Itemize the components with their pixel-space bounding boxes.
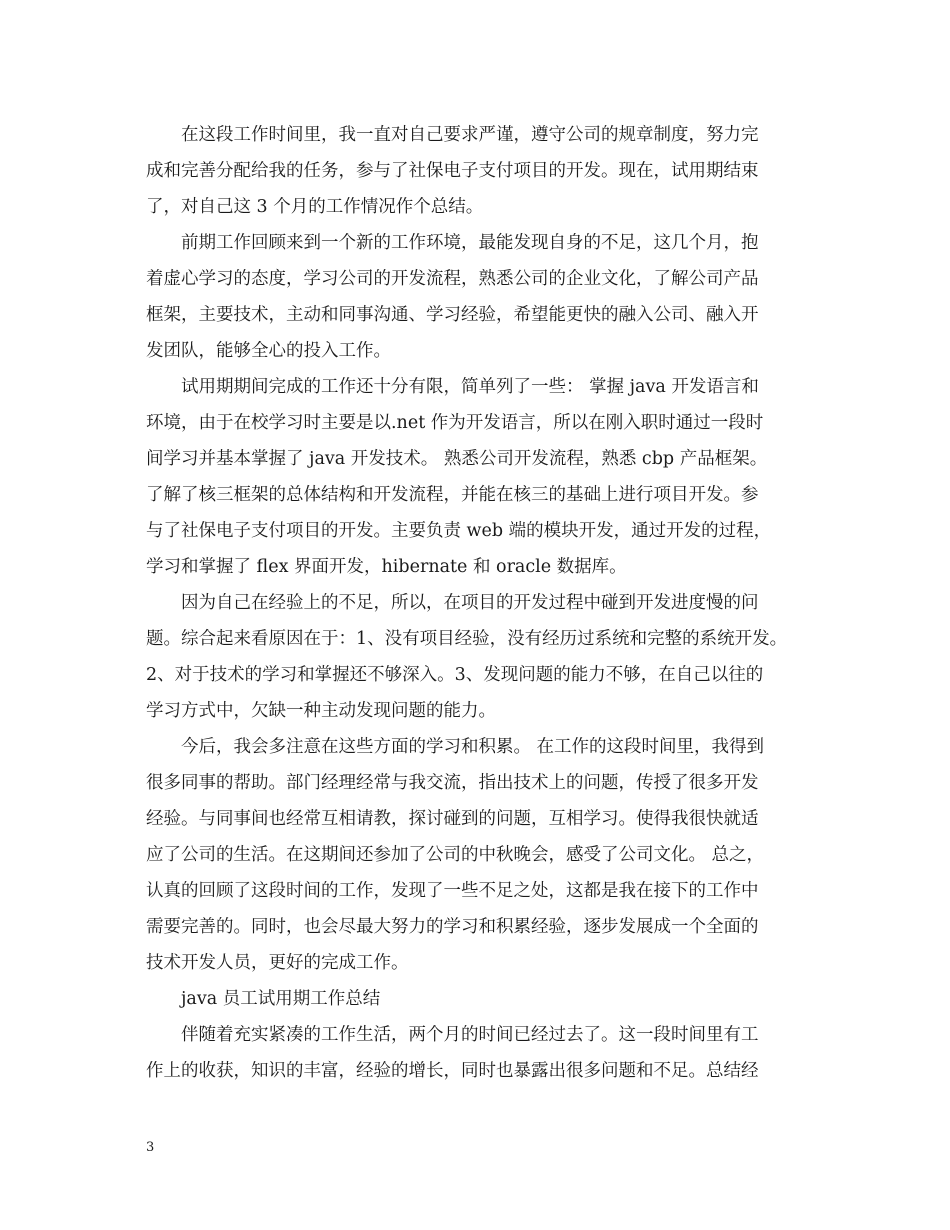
paragraph-line: 需要完善的。同时，也会尽最大努力的学习和积累经验，逐步发展成一个全面的 bbox=[146, 917, 759, 937]
paragraph-line: 框架，主要技术，主动和同事沟通、学习经验，希望能更快的融入公司、融入开 bbox=[146, 305, 759, 325]
paragraph-line: 了，对自己这 3 个月的工作情况作个总结。 bbox=[146, 197, 484, 217]
page-number: 3 bbox=[146, 1140, 155, 1155]
paragraph-line: 2、对于技术的学习和掌握还不够深入。3、发现问题的能力不够，在自己以往的 bbox=[146, 665, 764, 685]
paragraph-line: 前期工作回顾来到一个新的工作环境，最能发现自身的不足，这几个月，抱 bbox=[181, 233, 759, 253]
paragraph-line: 伴随着充实紧凑的工作生活，两个月的时间已经过去了。这一段时间里有工 bbox=[181, 1025, 759, 1045]
paragraph-line: 成和完善分配给我的任务，参与了社保电子支付项目的开发。现在，试用期结束 bbox=[146, 161, 759, 181]
paragraph-line: 试用期期间完成的工作还十分有限，简单列了一些： 掌握 java 开发语言和 bbox=[181, 377, 759, 397]
paragraph-line: 间学习并基本掌握了 java 开发技术。 熟悉公司开发流程，熟悉 cbp 产品框架。 bbox=[146, 449, 768, 469]
paragraph-line: 环境，由于在校学习时主要是以.net 作为开发语言，所以在刚入职时通过一段时 bbox=[146, 413, 764, 433]
paragraph-line: 发团队，能够全心的投入工作。 bbox=[146, 341, 391, 361]
paragraph-line: 题。综合起来看原因在于：1、没有项目经验，没有经历过系统和完整的系统开发。 bbox=[146, 629, 788, 649]
paragraph-line: 学习和掌握了 flex 界面开发，hibernate 和 oracle 数据库。 bbox=[146, 557, 627, 577]
section-heading: java 员工试用期工作总结 bbox=[181, 989, 381, 1009]
paragraph-line: 应了公司的生活。在这期间还参加了公司的中秋晚会，感受了公司文化。 总之， bbox=[146, 845, 765, 865]
paragraph-line: 着虚心学习的态度，学习公司的开发流程，熟悉公司的企业文化，了解公司产品 bbox=[146, 269, 759, 289]
paragraph-line: 在这段工作时间里，我一直对自己要求严谨，遵守公司的规章制度，努力完 bbox=[181, 125, 759, 145]
paragraph-line: 与了社保电子支付项目的开发。主要负责 web 端的模块开发，通过开发的过程， bbox=[146, 521, 772, 541]
paragraph-line: 认真的回顾了这段时间的工作，发现了一些不足之处，这都是我在接下的工作中 bbox=[146, 881, 759, 901]
paragraph-line: 今后，我会多注意在这些方面的学习和积累。 在工作的这段时间里，我得到 bbox=[181, 737, 765, 757]
paragraph-line: 了解了核三框架的总体结构和开发流程，并能在核三的基础上进行项目开发。参 bbox=[146, 485, 759, 505]
document-body bbox=[146, 117, 836, 1089]
paragraph-line: 很多同事的帮助。部门经理经常与我交流，指出技术上的问题，传授了很多开发 bbox=[146, 773, 759, 793]
paragraph-line: 作上的收获，知识的丰富，经验的增长，同时也暴露出很多问题和不足。总结经 bbox=[146, 1061, 759, 1081]
paragraph-line: 技术开发人员，更好的完成工作。 bbox=[146, 953, 409, 973]
paragraph-line: 经验。与同事间也经常互相请教，探讨碰到的问题，互相学习。使得我很快就适 bbox=[146, 809, 759, 829]
paragraph-line: 学习方式中，欠缺一种主动发现问题的能力。 bbox=[146, 701, 496, 721]
paragraph-line: 因为自己在经验上的不足，所以，在项目的开发过程中碰到开发进度慢的问 bbox=[181, 593, 759, 613]
